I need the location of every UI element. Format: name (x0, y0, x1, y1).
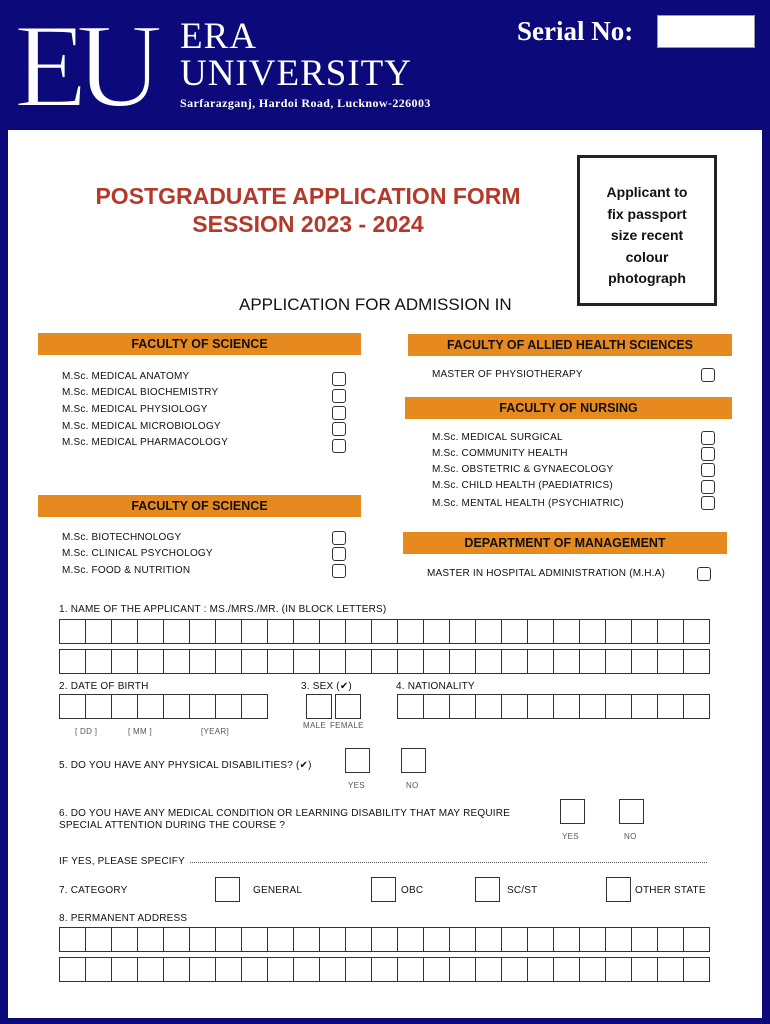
name-char-box[interactable] (163, 649, 190, 674)
address-char-box[interactable] (59, 957, 86, 982)
course-clinical-psychology: M.Sc. CLINICAL PSYCHOLOGY (62, 548, 213, 559)
question-name-label: 1. NAME OF THE APPLICANT : MS./MRS./MR. (IN BLOCK LETTERS) (59, 604, 387, 615)
name-char-box[interactable] (605, 619, 632, 644)
serial-number-field[interactable] (657, 15, 755, 48)
name-char-box[interactable] (423, 649, 450, 674)
university-name (180, 18, 412, 92)
disabilities-no-box[interactable] (401, 748, 426, 773)
faculty-allied-health-header: FACULTY OF ALLIED HEALTH SCIENCES (408, 334, 732, 356)
checkbox-medical-pharmacology[interactable] (332, 439, 346, 453)
nationality-char-box[interactable] (423, 694, 450, 719)
question-medical-line2: SPECIAL ATTENTION DURING THE COURSE ? (59, 820, 286, 831)
course-child-health: M.Sc. CHILD HEALTH (PAEDIATRICS) (432, 480, 613, 491)
dob-char-box[interactable] (111, 694, 138, 719)
nationality-char-box[interactable] (397, 694, 424, 719)
course-community-health: M.Sc. COMMUNITY HEALTH (432, 448, 568, 459)
category-general-box[interactable] (215, 877, 240, 902)
address-char-box[interactable] (85, 927, 112, 952)
nationality-char-box[interactable] (631, 694, 658, 719)
name-char-box[interactable] (657, 619, 684, 644)
dob-char-box[interactable] (163, 694, 190, 719)
category-scst-box[interactable] (475, 877, 500, 902)
name-char-box[interactable] (371, 619, 398, 644)
medical-no-caption: NO (624, 832, 637, 841)
name-char-box[interactable] (449, 619, 476, 644)
faculty-science-header-2: FACULTY OF SCIENCE (38, 495, 361, 517)
name-char-box[interactable] (111, 619, 138, 644)
category-scst-label: SC/ST (507, 885, 538, 896)
course-medical-pharmacology: M.Sc. MEDICAL PHARMACOLOGY (62, 437, 228, 448)
address-char-box[interactable] (371, 957, 398, 982)
address-char-box[interactable] (631, 957, 658, 982)
name-char-box[interactable] (345, 619, 372, 644)
question-address-label: 8. PERMANENT ADDRESS (59, 913, 188, 924)
course-obstetric-gynaecology: M.Sc. OBSTETRIC & GYNAECOLOGY (432, 464, 614, 475)
name-char-box[interactable] (423, 619, 450, 644)
name-char-box[interactable] (59, 649, 86, 674)
checkbox-community-health[interactable] (701, 447, 715, 461)
address-char-box[interactable] (189, 927, 216, 952)
sex-male-box[interactable] (306, 694, 332, 719)
checkbox-medical-physiology[interactable] (332, 406, 346, 420)
dob-char-box[interactable] (137, 694, 164, 719)
course-medical-anatomy: M.Sc. MEDICAL ANATOMY (62, 371, 190, 382)
name-char-box[interactable] (137, 619, 164, 644)
svg-text:U: U (76, 6, 163, 116)
checkbox-clinical-psychology[interactable] (332, 547, 346, 561)
name-char-box[interactable] (631, 649, 658, 674)
serial-number-label: Serial No: (517, 16, 634, 46)
medical-yes-caption: YES (562, 832, 579, 841)
address-char-box[interactable] (579, 927, 606, 952)
name-char-box[interactable] (85, 649, 112, 674)
checkbox-food-nutrition[interactable] (332, 564, 346, 578)
disabilities-no-caption: NO (406, 781, 419, 790)
course-mental-health: M.Sc. MENTAL HEALTH (PSYCHIATRIC) (432, 498, 624, 509)
question-nationality-label: 4. NATIONALITY (396, 681, 475, 692)
address-char-box[interactable] (345, 957, 372, 982)
name-char-box[interactable] (553, 649, 580, 674)
address-char-box[interactable] (397, 957, 424, 982)
name-char-box[interactable] (371, 649, 398, 674)
photo-instruction-line: fix passport (607, 205, 687, 222)
address-char-box[interactable] (241, 957, 268, 982)
name-char-box[interactable] (267, 619, 294, 644)
address-char-box[interactable] (293, 927, 320, 952)
name-char-box[interactable] (527, 649, 554, 674)
name-char-box[interactable] (631, 619, 658, 644)
admission-heading: APPLICATION FOR ADMISSION IN (239, 295, 512, 314)
name-char-box[interactable] (163, 619, 190, 644)
nationality-char-box[interactable] (657, 694, 684, 719)
dob-char-box[interactable] (189, 694, 216, 719)
address-char-box[interactable] (267, 957, 294, 982)
course-medical-biochemistry: M.Sc. MEDICAL BIOCHEMISTRY (62, 387, 219, 398)
question-category-label: 7. CATEGORY (59, 885, 128, 896)
name-char-box[interactable] (475, 649, 502, 674)
course-food-nutrition: M.Sc. FOOD & NUTRITION (62, 565, 191, 576)
address-char-box[interactable] (579, 957, 606, 982)
name-char-box[interactable] (215, 649, 242, 674)
address-char-box[interactable] (657, 957, 684, 982)
name-char-box[interactable] (683, 619, 710, 644)
name-char-box[interactable] (59, 619, 86, 644)
category-general-label: GENERAL (253, 885, 303, 896)
name-char-box[interactable] (241, 619, 268, 644)
specify-line[interactable] (190, 862, 707, 863)
address-char-box[interactable] (449, 957, 476, 982)
name-char-box[interactable] (293, 649, 320, 674)
address-char-box[interactable] (163, 927, 190, 952)
address-char-box[interactable] (111, 927, 138, 952)
name-char-box[interactable] (449, 649, 476, 674)
name-char-box[interactable] (267, 649, 294, 674)
university-name-line2: UNIVERSITY (180, 53, 412, 94)
specify-label: IF YES, PLEASE SPECIFY (59, 856, 185, 867)
nationality-char-box[interactable] (449, 694, 476, 719)
name-char-box[interactable] (345, 649, 372, 674)
name-char-box[interactable] (553, 619, 580, 644)
address-char-box[interactable] (631, 927, 658, 952)
address-char-box[interactable] (241, 927, 268, 952)
photo-instruction-line: colour (625, 248, 669, 265)
name-char-box[interactable] (475, 619, 502, 644)
medical-no-box[interactable] (619, 799, 644, 824)
photo-box[interactable] (577, 155, 717, 306)
form-title-line1: POSTGRADUATE APPLICATION FORM (95, 183, 521, 209)
course-medical-microbiology: M.Sc. MEDICAL MICROBIOLOGY (62, 421, 221, 432)
address-char-box[interactable] (501, 957, 528, 982)
address-char-box[interactable] (501, 927, 528, 952)
name-char-box[interactable] (137, 649, 164, 674)
form-page (8, 130, 762, 1018)
checkbox-obstetric-gynaecology[interactable] (701, 463, 715, 477)
address-char-box[interactable] (137, 957, 164, 982)
disabilities-yes-caption: YES (348, 781, 365, 790)
name-char-box[interactable] (189, 649, 216, 674)
name-char-box[interactable] (397, 619, 424, 644)
dob-year-caption: [YEAR] (201, 727, 230, 736)
checkbox-medical-surgical[interactable] (701, 431, 715, 445)
header-band (0, 0, 770, 130)
faculty-science-header: FACULTY OF SCIENCE (38, 333, 361, 355)
address-char-box[interactable] (371, 927, 398, 952)
address-char-box[interactable] (137, 927, 164, 952)
nationality-char-box[interactable] (527, 694, 554, 719)
name-char-box[interactable] (241, 649, 268, 674)
name-char-box[interactable] (189, 619, 216, 644)
checkbox-medical-anatomy[interactable] (332, 372, 346, 386)
form-title (48, 182, 568, 238)
address-char-box[interactable] (527, 927, 554, 952)
name-char-box[interactable] (319, 649, 346, 674)
svg-text:E: E (14, 6, 88, 116)
address-char-box[interactable] (527, 957, 554, 982)
address-char-box[interactable] (475, 957, 502, 982)
dob-char-box[interactable] (85, 694, 112, 719)
category-other-state-box[interactable] (606, 877, 631, 902)
checkbox-medical-biochemistry[interactable] (332, 389, 346, 403)
name-char-box[interactable] (319, 619, 346, 644)
address-char-box[interactable] (553, 957, 580, 982)
category-other-state-label: OTHER STATE (635, 885, 706, 896)
address-char-box[interactable] (111, 957, 138, 982)
sex-female-caption: FEMALE (330, 721, 364, 730)
university-logo (14, 6, 174, 116)
checkbox-hospital-administration[interactable] (697, 567, 711, 581)
dob-char-box[interactable] (215, 694, 242, 719)
nationality-char-box[interactable] (553, 694, 580, 719)
checkbox-child-health[interactable] (701, 480, 715, 494)
category-obc-box[interactable] (371, 877, 396, 902)
nationality-char-box[interactable] (683, 694, 710, 719)
name-char-box[interactable] (111, 649, 138, 674)
university-name-line1: ERA (180, 16, 257, 57)
address-char-box[interactable] (267, 927, 294, 952)
address-char-box[interactable] (683, 957, 710, 982)
name-char-box[interactable] (579, 649, 606, 674)
medical-yes-box[interactable] (560, 799, 585, 824)
question-dob-label: 2. DATE OF BIRTH (59, 681, 149, 692)
address-char-box[interactable] (397, 927, 424, 952)
checkbox-mental-health[interactable] (701, 496, 715, 510)
name-char-box[interactable] (85, 619, 112, 644)
address-char-box[interactable] (85, 957, 112, 982)
course-medical-surgical: M.Sc. MEDICAL SURGICAL (432, 432, 563, 443)
address-char-box[interactable] (163, 957, 190, 982)
nationality-char-box[interactable] (501, 694, 528, 719)
address-char-box[interactable] (59, 927, 86, 952)
name-char-box[interactable] (605, 649, 632, 674)
address-char-box[interactable] (423, 927, 450, 952)
address-char-box[interactable] (605, 927, 632, 952)
address-char-box[interactable] (345, 927, 372, 952)
sex-male-caption: MALE (303, 721, 326, 730)
name-char-box[interactable] (579, 619, 606, 644)
dob-mm-caption: [ MM ] (128, 727, 153, 736)
dob-char-box[interactable] (241, 694, 268, 719)
address-char-box[interactable] (215, 957, 242, 982)
question-medical-line1: 6. DO YOU HAVE ANY MEDICAL CONDITION OR LEARNING DISABILITY THAT MAY REQUIRE (59, 808, 511, 819)
photo-instruction-line: size recent (610, 227, 684, 243)
address-char-box[interactable] (293, 957, 320, 982)
photo-instruction-line: Applicant to (606, 184, 688, 200)
name-char-box[interactable] (501, 619, 528, 644)
address-char-box[interactable] (553, 927, 580, 952)
category-obc-label: OBC (401, 885, 424, 896)
nationality-char-box[interactable] (475, 694, 502, 719)
name-char-box[interactable] (501, 649, 528, 674)
name-char-box[interactable] (215, 619, 242, 644)
address-char-box[interactable] (449, 927, 476, 952)
faculty-nursing-header: FACULTY OF NURSING (405, 397, 732, 419)
name-char-box[interactable] (657, 649, 684, 674)
photo-instruction-line: photograph (608, 270, 686, 286)
name-char-box[interactable] (527, 619, 554, 644)
course-physiotherapy: MASTER OF PHYSIOTHERAPY (432, 369, 583, 380)
address-char-box[interactable] (605, 957, 632, 982)
checkbox-biotechnology[interactable] (332, 531, 346, 545)
nationality-char-box[interactable] (605, 694, 632, 719)
address-char-box[interactable] (319, 927, 346, 952)
address-char-box[interactable] (657, 927, 684, 952)
checkbox-medical-microbiology[interactable] (332, 422, 346, 436)
address-char-box[interactable] (215, 927, 242, 952)
address-char-box[interactable] (475, 927, 502, 952)
dob-dd-caption: [ DD ] (75, 727, 98, 736)
sex-female-box[interactable] (335, 694, 361, 719)
address-char-box[interactable] (683, 927, 710, 952)
form-title-line2: SESSION 2023 - 2024 (192, 211, 424, 237)
name-char-box[interactable] (293, 619, 320, 644)
department-management-header: DEPARTMENT OF MANAGEMENT (403, 532, 727, 554)
address-char-box[interactable] (423, 957, 450, 982)
course-hospital-administration: MASTER IN HOSPITAL ADMINISTRATION (M.H.A) (427, 568, 666, 579)
checkbox-physiotherapy[interactable] (701, 368, 715, 382)
dob-char-box[interactable] (59, 694, 86, 719)
course-medical-physiology: M.Sc. MEDICAL PHYSIOLOGY (62, 404, 208, 415)
address-char-box[interactable] (319, 957, 346, 982)
university-address: Sarfarazganj, Hardoi Road, Lucknow-226003 (180, 96, 431, 110)
course-biotechnology: M.Sc. BIOTECHNOLOGY (62, 532, 182, 543)
name-char-box[interactable] (683, 649, 710, 674)
address-char-box[interactable] (189, 957, 216, 982)
disabilities-yes-box[interactable] (345, 748, 370, 773)
name-char-box[interactable] (397, 649, 424, 674)
question-sex-label: 3. SEX (✔) (301, 681, 352, 692)
question-disabilities-label: 5. DO YOU HAVE ANY PHYSICAL DISABILITIES? (✔) (59, 760, 312, 771)
nationality-char-box[interactable] (579, 694, 606, 719)
